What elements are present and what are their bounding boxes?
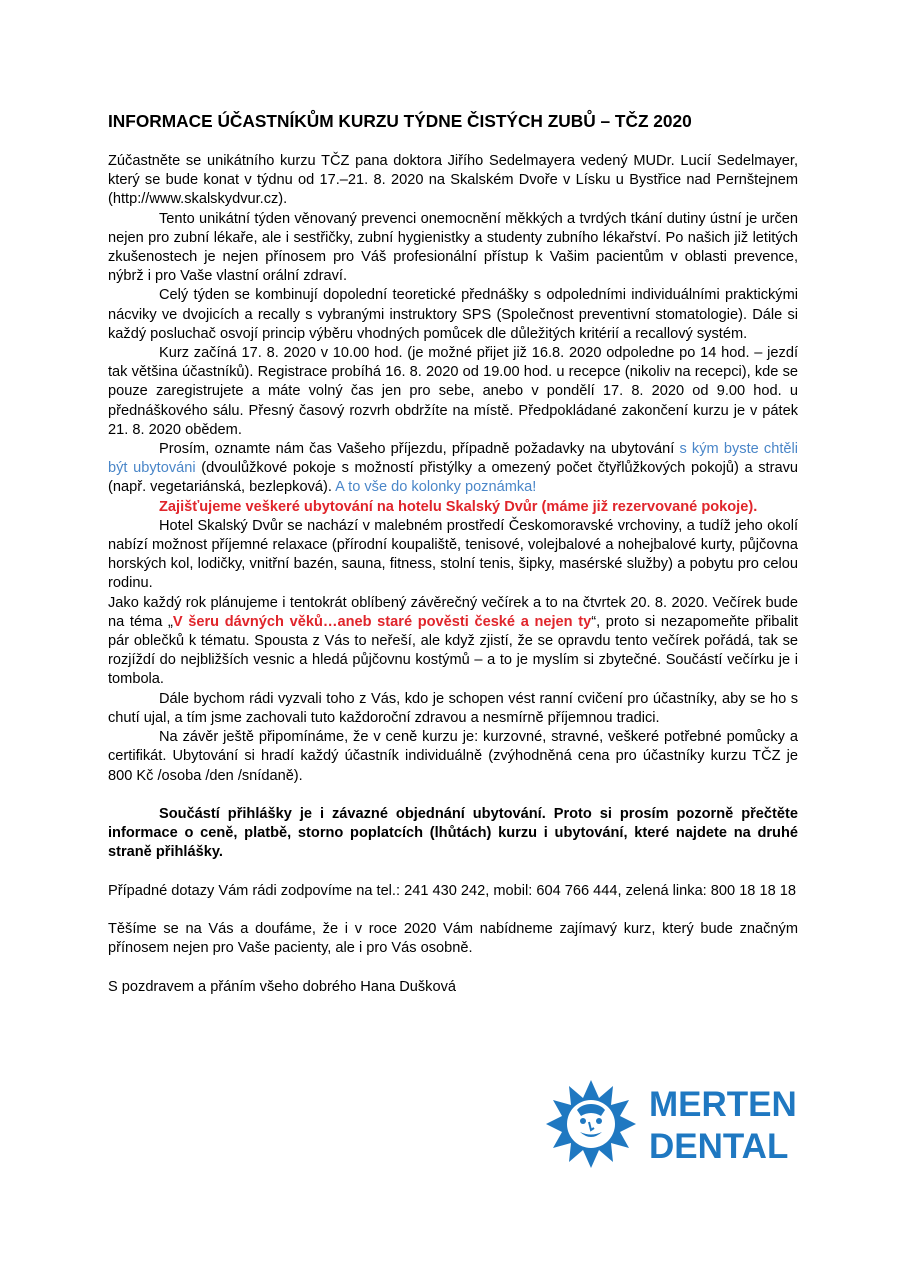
document-body xyxy=(108,152,798,997)
document-title: INFORMACE ÚČASTNÍKŮM KURZU TÝDNE ČISTÝCH ZUBŮ – TČZ 2020 xyxy=(108,111,692,131)
intro-paragraph: Zúčastněte se unikátního kurzu TČZ pana doktora Jiřího Sedelmayera vedený MUDr. Lucií Sedelmayer, který se bude konat v týdnu od 17.–21. 8. 2020 na Skalském Dvoře v Lísku u Bystřice nad Pernštejnem (http://www.skalskydvur.cz). xyxy=(108,153,798,208)
paragraph-arrival xyxy=(108,440,798,498)
paragraph-accommodation-notice: Zajišťujeme veškeré ubytování na hotelu Skalský Dvůr (máme již rezervované pokoje). xyxy=(159,498,758,515)
star-mascot-icon xyxy=(546,1080,636,1168)
paragraph-registration-notice: Součástí přihlášky je i závazné objednání ubytování. Proto si prosím pozorně přečtěte informace o ceně, platbě, storno poplatcích (lhůtách) kurzu i ubytování, které najdete na druhé straně přihlášky. xyxy=(108,805,798,861)
paragraph-audience: Tento unikátní týden věnovaný prevenci onemocnění měkkých a tvrdých tkání dutiny ústní je určen nejen pro zubní lékaře, ale i sestřičky, zubní hygienistky a studenty zubního lékařství. Po našich již letitých zkušenostech je nejen přínosem pro Váš profesionální přístup k Vašim pacientům v oblasti prevence, nýbrž i pro Vaše vlastní orální zdraví. xyxy=(108,210,798,285)
merten-dental-logo xyxy=(545,1078,795,1170)
party-theme: V šeru dávných věků…aneb staré pověsti české a nejen ty xyxy=(172,613,592,630)
paragraph-schedule: Kurz začíná 17. 8. 2020 v 10.00 hod. (je možné přijet již 16.8. 2020 odpoledne po 14 hod. – jezdí tak většina účastníků). Registrace probíhá 16. 8. 2020 od 19.00 hod. u recepce (nikoliv na recepci), kde se pouze zaregistrujete a máte volný čas jen pro sebe, anebo v pondělí 17. 8. 2020 od 9.00 hod. u přednáškového sálu. Přesný časový rozvrh obdržíte na místě. Předpokládané zakončení kurzu je v pátek 21. 8. 2020 obědem. xyxy=(108,345,798,438)
party-text-c: “, proto si nezapomeňte přibalit pár oblečků k tématu. Spousta z Vás to neřeší, ale když zjistí, že se opravdu tento večírek pořádá, tak se rozjíždí do nejbližších vesnic a hledá půjčovnu kostýmů – a to je myslím si zbytečné. Součástí večírku je i tombola. xyxy=(108,613,799,688)
arrival-highlight-note: A to vše do kolonky poznámka! xyxy=(335,479,537,496)
paragraph-exercise: Dále bychom rádi vyzvali toho z Vás, kdo je schopen vést ranní cvičení pro účastníky, aby se ho s chutí ujal, a tím jsme zachovali tuto každoroční zdravou a nesmírně příjemnou tradici. xyxy=(108,690,798,726)
paragraph-closing: Těšíme se na Vás a doufáme, že i v roce 2020 Vám nabídneme zajímavý kurz, který bude značným přínosem nejen pro Vaše pacienty, ale i pro Vás osobně. xyxy=(108,921,798,957)
arrival-text-a: Prosím, oznamte nám čas Vašeho příjezdu, případně požadavky na ubytování xyxy=(159,441,680,458)
paragraph-hotel: Hotel Skalský Dvůr se nachází v malebném prostředí Českomoravské vrchoviny, a tudíž jeho okolí nabízí možnost příjemné relaxace (přírodní koupaliště, tenisové, volejbalové a nohejbalové kurty, půjčovna horských kol, lodičky, vnitřní bazén, sauna, fitness, stolní tenis, šipky, masérské služby) a pobytu pro celou rodinu. xyxy=(108,517,798,592)
arrival-highlight-roommates: s kým byste chtěli být ubytováni xyxy=(108,441,798,477)
paragraph-party xyxy=(108,594,798,690)
paragraph-price: Na závěr ještě připomínáme, že v ceně kurzu je: kurzovné, stravné, veškeré potřebné pomůcky a certifikát. Ubytování si hradí každý účastník individuálně (zvýhodněná cena pro účastníky kurzu TČZ je 800 Kč /osoba /den /snídaně). xyxy=(108,729,798,784)
logo-graphic xyxy=(545,1078,795,1170)
arrival-text-c: (dvoulůžkové pokoje s možností přistýlky a omezený počet čtyřlůžkových pokojů) a stravu (např. vegetariánská, bezlepková). xyxy=(108,460,799,496)
party-text-a: Jako každý rok plánujeme i tentokrát oblíbený závěrečný večírek a to na čtvrtek 20. 8. 2020. Večírek bude na téma „ xyxy=(108,594,798,630)
logo-line-dental: DENTAL xyxy=(649,1127,789,1166)
paragraph-contacts: Případné dotazy Vám rádi zodpovíme na tel.: 241 430 242, mobil: 604 766 444, zelená linka: 800 18 18 18 xyxy=(108,882,797,899)
logo-line-merten: MERTEN xyxy=(649,1085,795,1124)
paragraph-program: Celý týden se kombinují dopolední teoretické přednášky s odpoledními individuálními praktickými nácviky ve dvojicích a recally s vybranými instruktory SPS (Společnost preventivní stomatologie). Dále si každý posluchač osvojí princip výběru vhodných pomůcek dle důležitých kritérií a recallový systém. xyxy=(108,287,798,342)
signature-line: S pozdravem a přáním všeho dobrého Hana Dušková xyxy=(108,978,457,995)
